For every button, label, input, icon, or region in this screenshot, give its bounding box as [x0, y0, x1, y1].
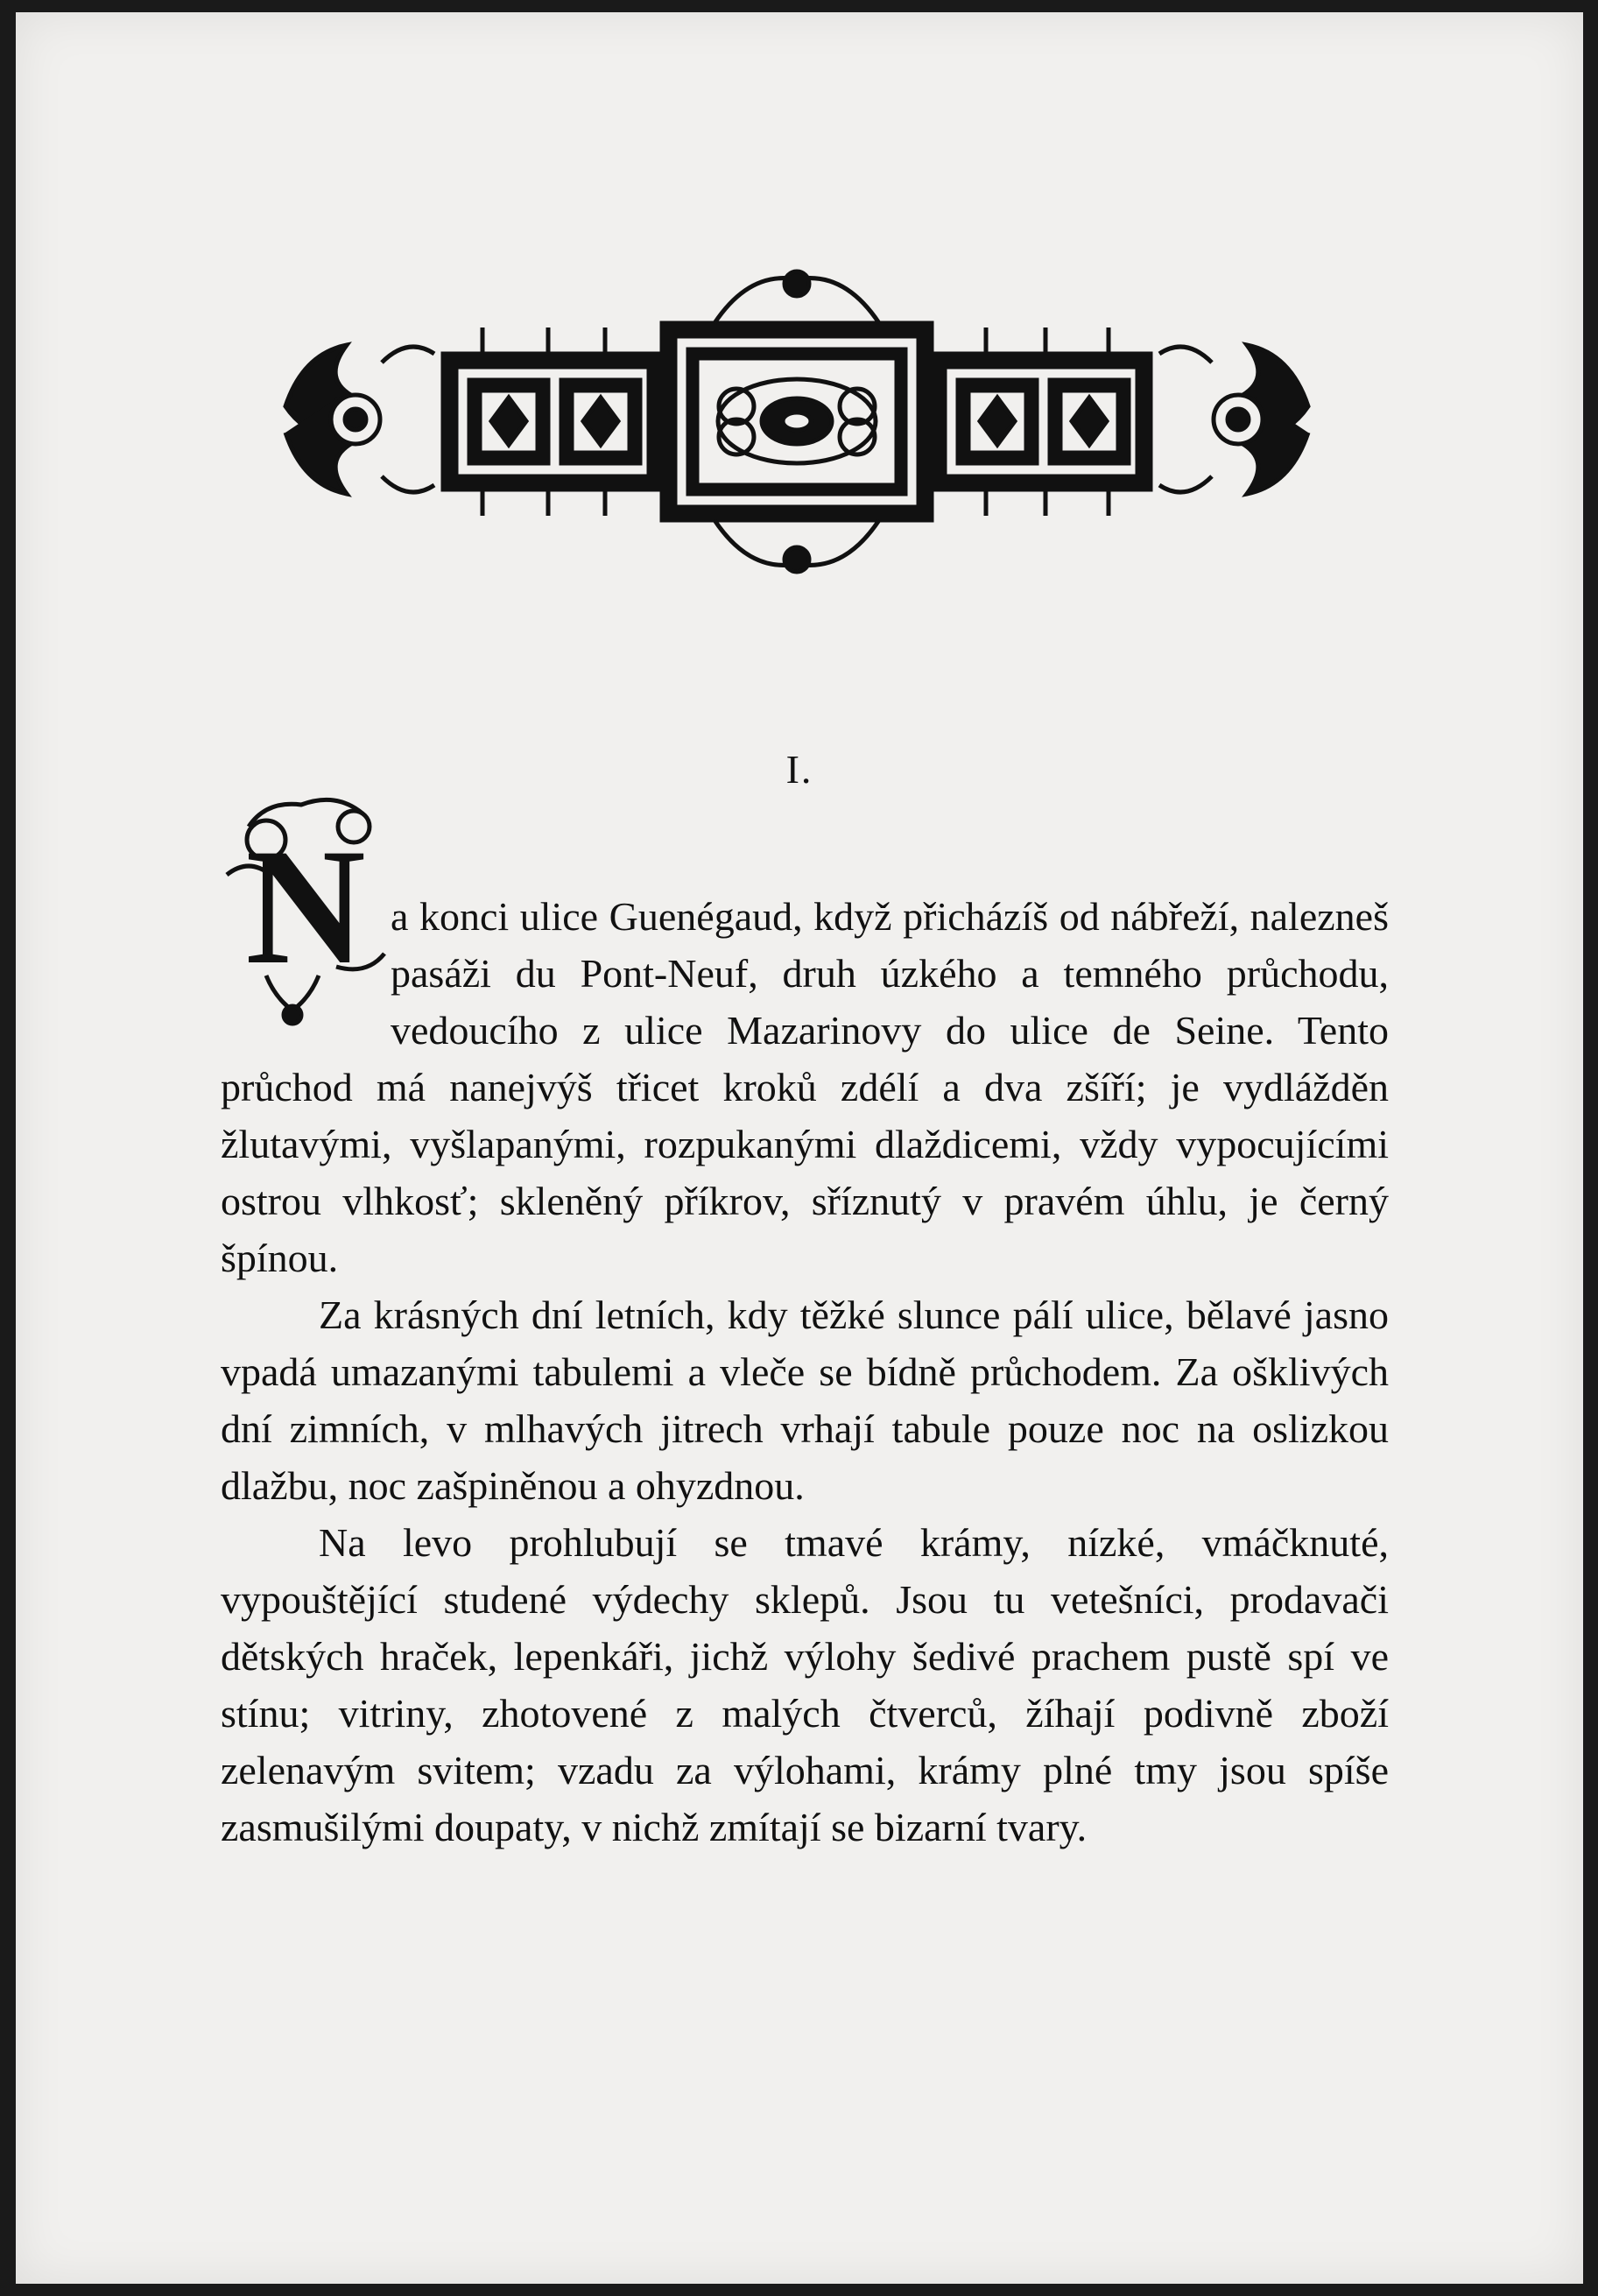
paragraph-2: Za krásných dní letních, kdy těžké slunce pálí ulice, bělavé jasno vpadá umazanými tabulemi a vleče se bídně průchodem. Za ošklivých dní zimních, v mlhavých jitrech vrhají tabule pouze noc na oslizkou dlažbu, noc zašpiněnou a ohyzdnou.: [221, 1292, 1389, 1508]
paragraph-3: Na levo prohlubují se tmavé krámy, nízké, vmáčknuté, vypouštějící studené výdechy sklepů. Jsou tu vetešníci, prodavači dětských hraček, lepenkáři, jichž výlohy šedivé prachem pustě spí ve stínu; vitriny, zhotovené z malých čtverců, žíhají podivně zboží zelenavým svitem; vzadu za výlohami, krámy plné tmy jsou spíše zasmušilými doupaty, v nichž zmítají se bizarní tvary.: [221, 1520, 1389, 1849]
chapter-number: I.: [785, 747, 813, 792]
decorative-headpiece: [259, 257, 1334, 581]
body-text: [221, 888, 1389, 1856]
book-page: [16, 12, 1583, 2284]
drop-cap-letter: N: [245, 815, 366, 999]
drop-cap-spacer: [221, 888, 389, 1056]
paragraph-1: [221, 888, 1389, 1286]
paragraph-1-text: a konci ulice Guenégaud, když přicházíš od nábřeží, nalezneš pasáži du Pont-Neuf, druh úzkého a temného průchodu, vedoucího z ulice Mazarinovy do ulice de Seine. Tento průchod má nanejvýš třicet kroků zdélí a dva zšíří; je vydlážděn žlutavými, vyšlapanými, rozpukanými dlaždicemi, vždy vypocujícími ostrou vlhkosť; skleněný příkrov, sříznutý v pravém úhlu, je černý špínou.: [221, 894, 1389, 1280]
